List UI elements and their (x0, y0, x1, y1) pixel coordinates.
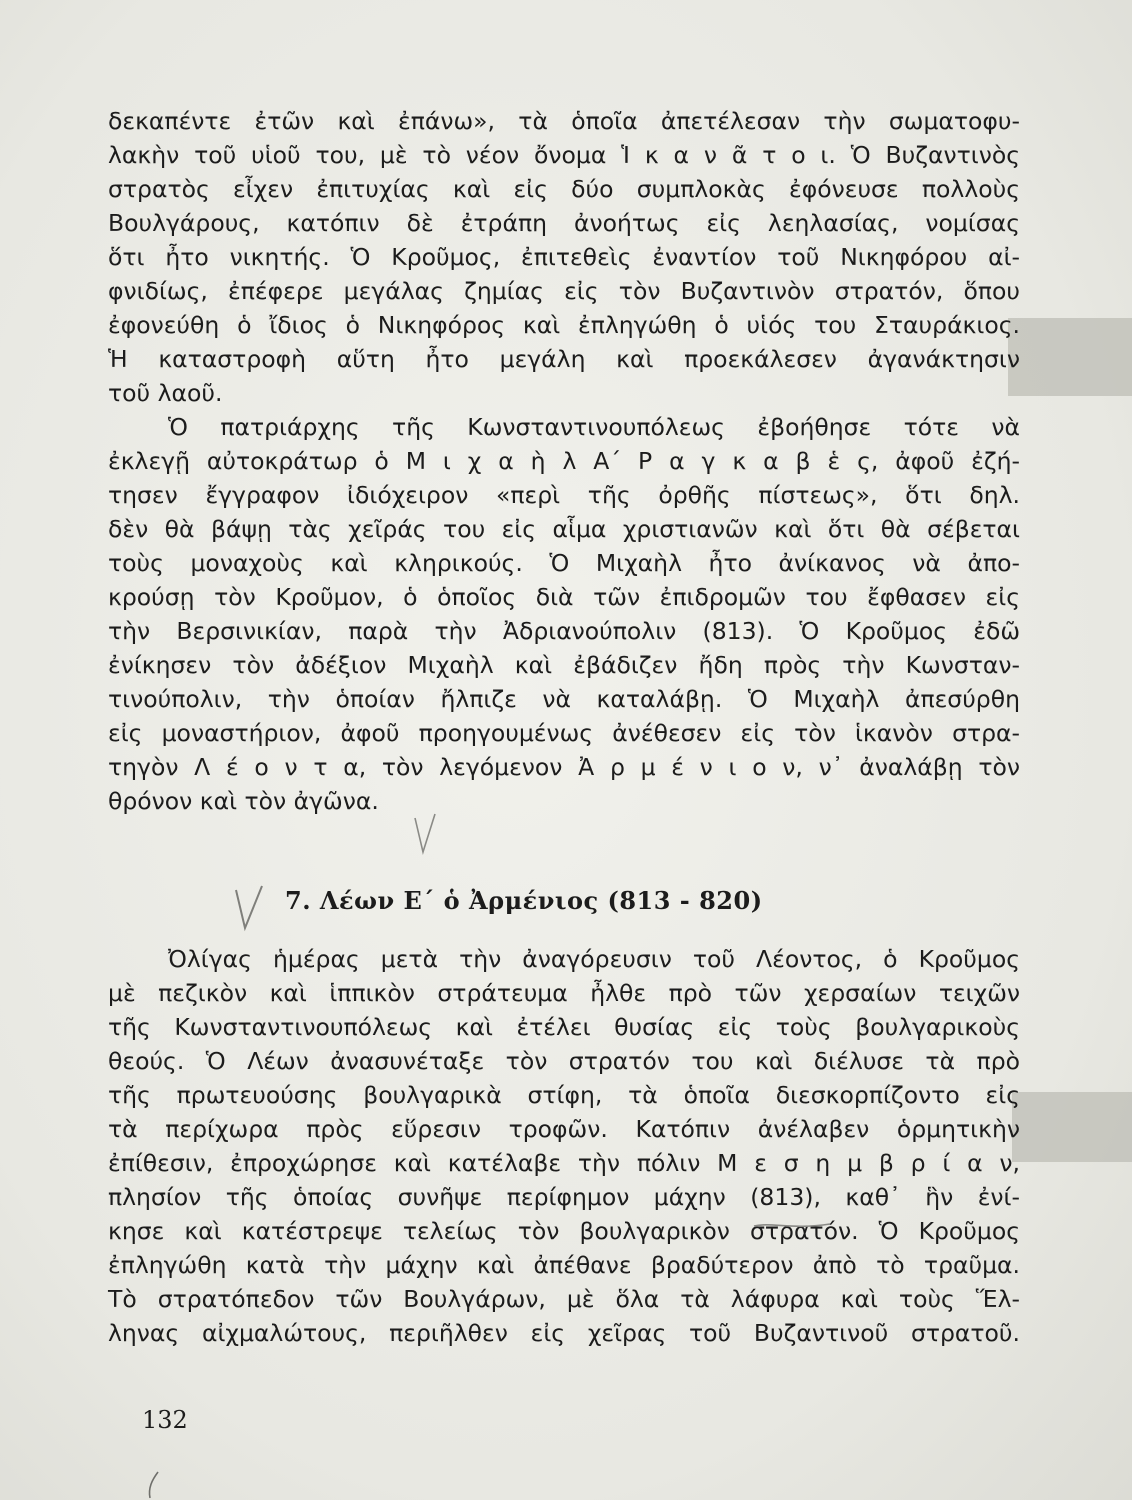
text-line: πλησίον τῆς ὁποίας συνῆψε περίφημον μάχην (813), καθ᾽ ἣν ἐνί- (108, 1183, 1020, 1211)
text-line: Ὁ πατριάρχης τῆς Κωνσταντινουπόλεως ἐβοήθησε τότε νὰ (168, 413, 1020, 441)
section-heading: 7. Λέων Ε΄ ὁ Ἀρμένιος (813 - 820) (285, 886, 763, 915)
text-line: δὲν θὰ βάψῃ τὰς χεῖράς του εἰς αἷμα χριστιανῶν καὶ ὅτι θὰ σέβεται (108, 515, 1020, 543)
text-line: ληνας αἰχμαλώτους, περιῆλθεν εἰς χεῖρας τοῦ Βυζαντινοῦ στρατοῦ. (108, 1319, 1020, 1347)
pencil-stroke-icon (144, 1470, 164, 1500)
text-line: ἐπληγώθη κατὰ τὴν μάχην καὶ ἀπέθανε βραδύτερον ἀπὸ τὸ τραῦμα. (108, 1251, 1020, 1279)
scan-shadow-top (1008, 318, 1132, 396)
text-line: ἐνίκησεν τὸν ἀδέξιον Μιχαὴλ καὶ ἐβάδιζεν ἤδη πρὸς τὴν Κωνσταν- (108, 651, 1020, 679)
text-line: κησε καὶ κατέστρεψε τελείως τὸν βουλγαρικὸν στρατόν. Ὁ Κροῦμος (108, 1217, 1020, 1245)
pencil-underline-icon (752, 1220, 832, 1232)
scan-shadow-bottom (1012, 1092, 1132, 1162)
text-line: Τὸ στρατόπεδον τῶν Βουλγάρων, μὲ ὅλα τὰ λάφυρα καὶ τοὺς Ἕλ- (108, 1285, 1020, 1313)
text-line: λακὴν τοῦ υἱοῦ του, μὲ τὸ νέον ὄνομα Ἱ κ α ν ᾶ τ ο ι. Ὁ Βυζαντινὸς (108, 141, 1020, 169)
text-line: τὰ περίχωρα πρὸς εὕρεσιν τροφῶν. Κατόπιν ἀνέλαβεν ὁρμητικὴν (108, 1115, 1020, 1143)
text-line: Βουλγάρους, κατόπιν δὲ ἐτράπη ἀνοήτως εἰς λεηλασίας, νομίσας (108, 209, 1020, 237)
text-line: τῆς πρωτευούσης βουλγαρικὰ στίφη, τὰ ὁποῖα διεσκορπίζοντο εἰς (108, 1081, 1020, 1109)
text-line: μὲ πεζικὸν καὶ ἱππικὸν στράτευμα ἦλθε πρὸ τῶν χερσαίων τειχῶν (108, 979, 1020, 1007)
text-line: δεκαπέντε ἐτῶν καὶ ἐπάνω», τὰ ὁποῖα ἀπετέλεσαν τὴν σωματοφυ- (108, 107, 1020, 135)
text-line: τὴν Βερσινικίαν, παρὰ τὴν Ἀδριανούπολιν (813). Ὁ Κροῦμος ἐδῶ (108, 617, 1020, 645)
text-line: τησεν ἔγγραφον ἰδιόχειρον «περὶ τῆς ὀρθῆς πίστεως», ὅτι δηλ. (108, 481, 1020, 509)
text-line: ἐκλεγῇ αὐτοκράτωρ ὁ Μ ι χ α ὴ λ Α΄ Ρ α γ κ α β ἑ ς, ἀφοῦ ἐζή- (108, 447, 1020, 475)
pencil-check-mark-icon (412, 812, 438, 856)
text-line: φνιδίως, ἐπέφερε μεγάλας ζημίας εἰς τὸν Βυζαντινὸν στρατόν, ὅπου (108, 277, 1020, 305)
text-line: κρούσῃ τὸν Κροῦμον, ὁ ὁποῖος διὰ τῶν ἐπιδρομῶν του ἔφθασεν εἰς (108, 583, 1020, 611)
text-line: θρόνον καὶ τὸν ἀγῶνα. (108, 787, 379, 815)
text-line: εἰς μοναστήριον, ἀφοῦ προηγουμένως ἀνέθεσεν εἰς τὸν ἱκανὸν στρα- (108, 719, 1020, 747)
text-line: τῆς Κωνσταντινουπόλεως καὶ ἐτέλει θυσίας εἰς τοὺς βουλγαρικοὺς (108, 1013, 1020, 1041)
text-line: ἐπίθεσιν, ἐπροχώρησε καὶ κατέλαβε τὴν πόλιν Μ ε σ η μ β ρ ί α ν, (108, 1149, 1020, 1177)
text-line: Ὀλίγας ἡμέρας μετὰ τὴν ἀναγόρευσιν τοῦ Λέοντος, ὁ Κροῦμος (168, 945, 1020, 973)
text-line: τηγὸν Λ έ ο ν τ α, τὸν λεγόμενον Ἀ ρ μ έ ν ι ο ν, ν᾽ ἀναλάβῃ τὸν (108, 753, 1020, 781)
text-line: θεούς. Ὁ Λέων ἀνασυνέταξε τὸν στρατόν του καὶ διέλυσε τὰ πρὸ (108, 1047, 1020, 1075)
text-line: στρατὸς εἶχεν ἐπιτυχίας καὶ εἰς δύο συμπλοκὰς ἐφόνευσε πολλοὺς (108, 175, 1020, 203)
page-number: 132 (142, 1406, 188, 1434)
text-line: ὅτι ἦτο νικητής. Ὁ Κροῦμος, ἐπιτεθεὶς ἐναντίον τοῦ Νικηφόρου αἰ- (108, 243, 1020, 271)
text-line: Ἡ καταστροφὴ αὕτη ἦτο μεγάλη καὶ προεκάλεσεν ἀγανάκτησιν (108, 345, 1020, 373)
text-line: τινούπολιν, τὴν ὁποίαν ἤλπιζε νὰ καταλάβῃ. Ὁ Μιχαὴλ ἀπεσύρθη (108, 685, 1020, 713)
text-line: ἐφονεύθη ὁ ἴδιος ὁ Νικηφόρος καὶ ἐπληγώθη ὁ υἱός του Σταυράκιος. (108, 311, 1020, 339)
pencil-check-mark-icon (232, 884, 266, 932)
text-line: τοὺς μοναχοὺς καὶ κληρικούς. Ὁ Μιχαὴλ ἦτο ἀνίκανος νὰ ἀπο- (108, 549, 1020, 577)
text-line: τοῦ λαοῦ. (108, 379, 223, 407)
